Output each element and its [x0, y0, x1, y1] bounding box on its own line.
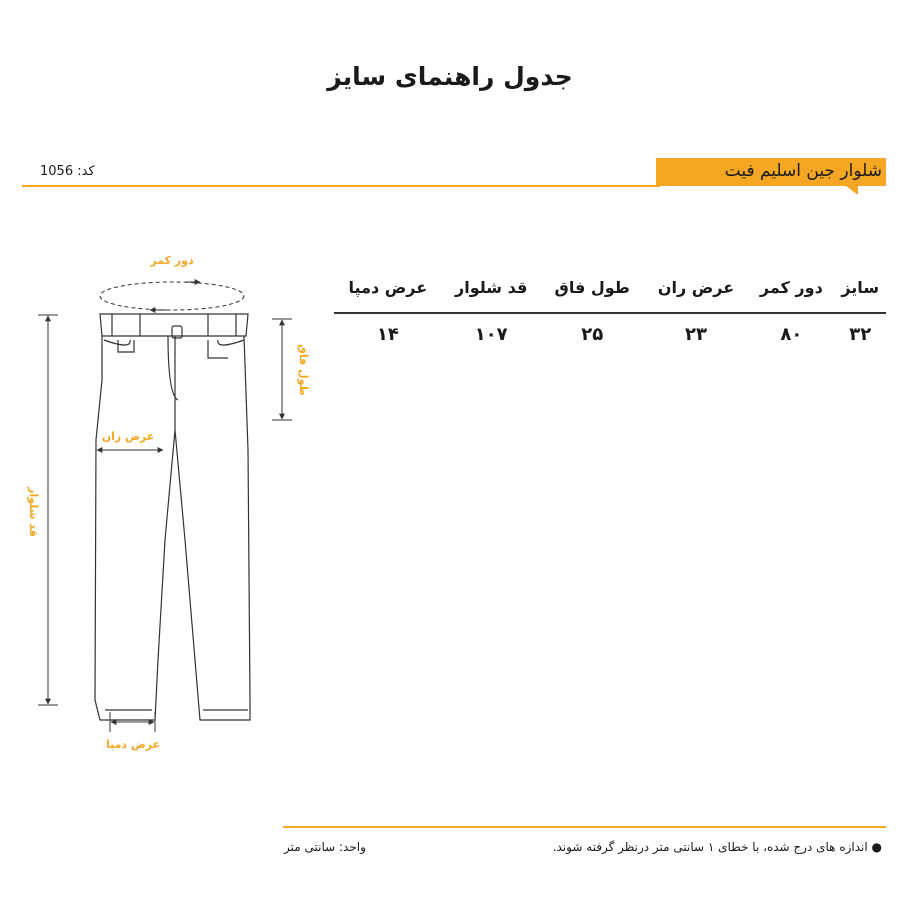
product-code	[40, 164, 95, 179]
cell-waist: ۸۰	[780, 323, 803, 345]
label-rise: طول فاق	[297, 344, 310, 396]
table-row	[334, 313, 886, 354]
label-waist: دور کمر	[150, 254, 194, 267]
header-waist: دور کمر	[748, 262, 834, 313]
label-thigh: عرض ران	[101, 430, 155, 443]
hem-measure	[110, 712, 155, 732]
header-hem: عرض دمپا	[334, 262, 442, 313]
cell-size: ۳۲	[849, 323, 872, 345]
product-name-band	[656, 158, 886, 186]
bullet-icon: ●	[867, 840, 882, 854]
measurement-note	[553, 840, 882, 854]
band-tab-decoration	[846, 186, 858, 195]
product-name: شلوار جین اسلیم فیت	[724, 161, 882, 181]
jeans-outline	[95, 314, 250, 720]
cell-hem: ۱۴	[376, 323, 399, 345]
waist-measure	[100, 282, 244, 310]
length-measure	[38, 315, 58, 705]
jeans-diagram	[0, 240, 330, 760]
cell-thigh: ۲۳	[685, 323, 708, 345]
header-divider	[22, 185, 660, 187]
header-length: قد شلوار	[442, 262, 541, 313]
unit-label: واحد: سانتی متر	[284, 840, 366, 854]
header-size: سایز	[834, 262, 886, 313]
code-value: 1056	[40, 164, 74, 179]
code-label: کد:	[77, 164, 95, 179]
label-hem: عرض دمپا	[105, 738, 161, 751]
header-thigh: عرض ران	[644, 262, 748, 313]
label-length: قد شلوار	[27, 487, 40, 537]
page-title: جدول راهنمای سایز	[327, 62, 573, 91]
note-text: اندازه های درج شده، با خطای ۱ سانتی متر درنظر گرفته شوند.	[552, 840, 868, 854]
size-table-header-row	[334, 262, 886, 313]
footer-divider	[283, 826, 886, 828]
rise-measure	[272, 319, 292, 420]
cell-rise: ۲۵	[581, 323, 604, 345]
cell-length: ۱۰۷	[474, 323, 508, 345]
size-table	[334, 262, 886, 354]
header-rise: طول فاق	[541, 262, 644, 313]
